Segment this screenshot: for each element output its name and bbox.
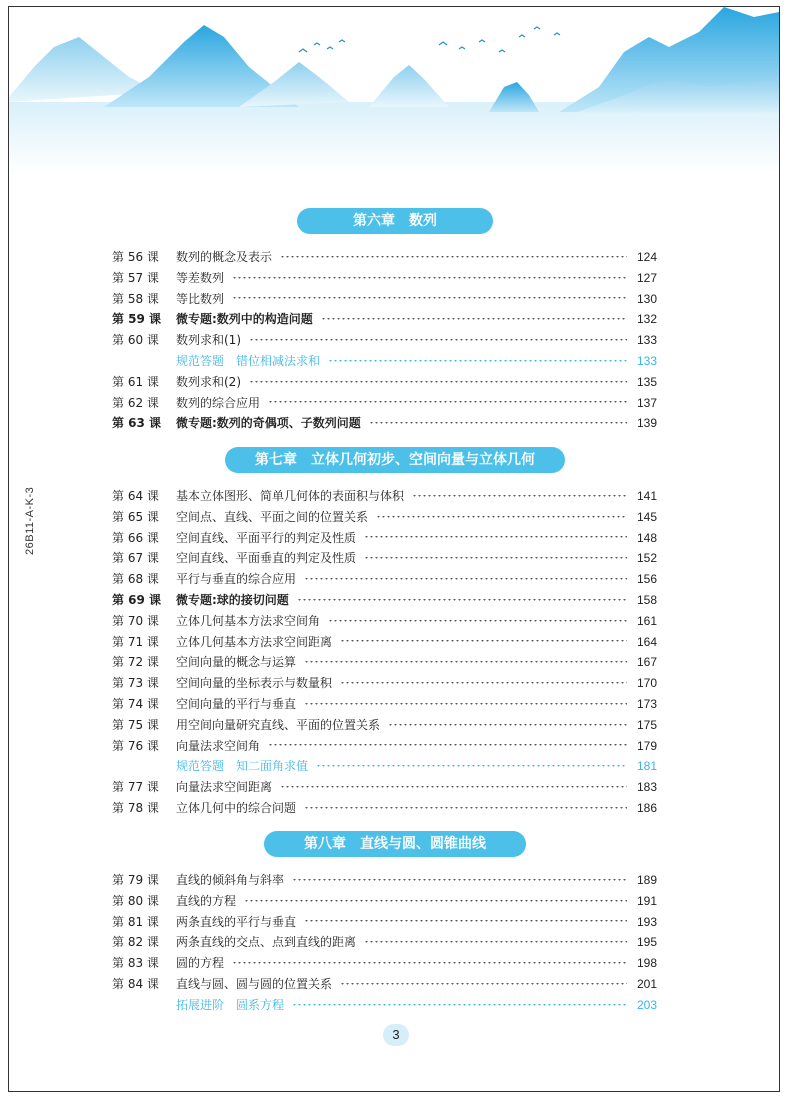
dot-leader — [249, 381, 627, 384]
lesson-title: 两条直线的平行与垂直 — [176, 914, 297, 929]
chapter-6-title: 第六章 数列 — [297, 208, 493, 234]
dot-leader — [304, 920, 627, 923]
toc-entry — [112, 974, 657, 995]
toc-entry — [112, 953, 657, 974]
toc-sub-entry — [112, 756, 657, 777]
toc-entry — [112, 330, 657, 351]
lesson-number: 第 64 课 — [112, 489, 159, 503]
lesson-title: 微专题:数列中的构造问题 — [176, 312, 313, 327]
toc-entry — [112, 309, 657, 330]
dot-leader — [268, 401, 627, 404]
lesson-page-number: 152 — [636, 551, 657, 566]
page-number-badge: 3 — [383, 1024, 409, 1046]
dot-leader — [376, 516, 627, 519]
lesson-number: 第 56 课 — [112, 250, 159, 264]
lesson-page-number: 203 — [636, 997, 657, 1012]
dot-leader — [328, 620, 627, 623]
lesson-number: 第 79 课 — [112, 873, 159, 887]
toc-entry — [112, 736, 657, 757]
toc-entry — [112, 611, 657, 632]
lesson-number: 第 82 课 — [112, 935, 159, 950]
lesson-page-number: 158 — [636, 592, 657, 607]
dot-leader — [388, 724, 627, 727]
chapter-6-toc — [112, 247, 657, 434]
lesson-title: 微专题:数列的奇偶项、子数列问题 — [176, 416, 361, 431]
lesson-number: 第 61 课 — [112, 374, 159, 389]
lesson-page-number: 156 — [636, 572, 657, 587]
lesson-number: 第 66 课 — [112, 530, 159, 545]
lesson-number: 第 57 课 — [112, 270, 159, 285]
lesson-page-number: 161 — [636, 613, 657, 628]
dot-leader — [232, 297, 627, 300]
lesson-page-number: 164 — [636, 634, 657, 649]
lesson-page-number: 181 — [636, 759, 657, 774]
lesson-page-number: 130 — [636, 291, 657, 306]
lesson-page-number: 189 — [636, 873, 657, 887]
dot-leader — [364, 941, 627, 944]
lesson-title: 空间点、直线、平面之间的位置关系 — [176, 509, 369, 524]
toc-entry — [112, 652, 657, 673]
lesson-number: 第 62 课 — [112, 395, 159, 410]
lesson-number: 第 67 课 — [112, 551, 159, 566]
lesson-title: 直线与圆、圆与圆的位置关系 — [176, 976, 333, 991]
lesson-title: 两条直线的交点、点到直线的距离 — [176, 935, 357, 950]
lesson-number: 第 77 课 — [112, 780, 159, 795]
toc-entry — [112, 268, 657, 289]
toc-entry — [112, 413, 657, 434]
dot-leader — [249, 339, 627, 342]
toc-entry — [112, 932, 657, 953]
lesson-page-number: 175 — [636, 717, 657, 732]
dot-leader — [232, 277, 627, 280]
lesson-page-number: 198 — [636, 956, 657, 971]
lesson-title: 空间向量的坐标表示与数量积 — [176, 676, 333, 691]
dot-leader — [316, 765, 627, 768]
lesson-title: 规范答题 错位相减法求和 — [176, 353, 321, 368]
toc-entry — [112, 673, 657, 694]
toc-entry — [112, 715, 657, 736]
lesson-number: 第 81 课 — [112, 914, 159, 929]
lesson-number: 第 69 课 — [112, 592, 162, 607]
dot-leader — [364, 557, 627, 560]
lesson-title: 等比数列 — [176, 291, 225, 306]
lesson-title: 空间向量的概念与运算 — [176, 655, 297, 670]
lesson-page-number: 179 — [636, 738, 657, 753]
dot-leader — [340, 640, 627, 643]
dot-leader — [232, 962, 627, 965]
toc-sub-entry — [112, 351, 657, 372]
lesson-title: 空间直线、平面垂直的判定及性质 — [176, 551, 357, 566]
lesson-page-number: 137 — [636, 395, 657, 410]
dot-leader — [304, 578, 627, 581]
toc-entry — [112, 632, 657, 653]
lesson-page-number: 201 — [636, 976, 657, 991]
lesson-page-number: 127 — [636, 270, 657, 285]
lesson-page-number: 191 — [636, 893, 657, 908]
lesson-number: 第 74 课 — [112, 696, 159, 711]
dot-leader — [340, 983, 627, 986]
toc-entry — [112, 289, 657, 310]
dot-leader — [297, 599, 627, 602]
lesson-page-number: 167 — [636, 655, 657, 670]
toc-entry — [112, 393, 657, 414]
lesson-page-number: 193 — [636, 914, 657, 929]
lesson-number: 第 83 课 — [112, 956, 159, 971]
toc-entry — [112, 891, 657, 912]
lesson-title: 立体几何中的综合问题 — [176, 800, 297, 815]
lesson-title: 基本立体图形、简单几何体的表面积与体积 — [176, 489, 405, 503]
dot-leader — [244, 900, 627, 903]
dot-leader — [304, 661, 627, 664]
dot-leader — [268, 744, 627, 747]
lesson-page-number: 145 — [636, 509, 657, 524]
lesson-page-number: 133 — [636, 353, 657, 368]
lesson-title: 数列的综合应用 — [176, 395, 261, 410]
lesson-page-number: 141 — [636, 489, 657, 503]
dot-leader — [328, 360, 627, 363]
lesson-title: 空间直线、平面平行的判定及性质 — [176, 530, 357, 545]
lesson-title: 数列的概念及表示 — [176, 250, 273, 264]
chapter-7-toc — [112, 486, 657, 819]
toc-entry — [112, 569, 657, 590]
chapter-8-title: 第八章 直线与圆、圆锥曲线 — [264, 831, 526, 857]
lesson-number: 第 84 课 — [112, 976, 159, 991]
toc-entry — [112, 590, 657, 611]
lesson-number: 第 78 课 — [112, 800, 159, 815]
lesson-number: 第 63 课 — [112, 416, 162, 431]
toc-entry — [112, 777, 657, 798]
lesson-number: 第 65 课 — [112, 509, 159, 524]
side-code-label: 26B11-A-K-3 — [24, 486, 36, 555]
toc-entry — [112, 694, 657, 715]
lesson-title: 用空间向量研究直线、平面的位置关系 — [176, 717, 381, 732]
dot-leader — [321, 318, 627, 321]
lesson-page-number: 135 — [636, 374, 657, 389]
lesson-title: 立体几何基本方法求空间距离 — [176, 634, 333, 649]
lesson-title: 数列求和(2) — [176, 374, 241, 389]
toc-entry — [112, 507, 657, 528]
lesson-number: 第 72 课 — [112, 655, 159, 670]
lesson-number: 第 68 课 — [112, 572, 159, 587]
lesson-title: 数列求和(1) — [176, 333, 241, 348]
toc-entry — [112, 486, 657, 507]
lesson-title: 微专题:球的接切问题 — [176, 592, 289, 607]
toc-entry — [112, 548, 657, 569]
lesson-page-number: 133 — [636, 333, 657, 348]
lesson-page-number: 186 — [636, 800, 657, 815]
lesson-title: 平行与垂直的综合应用 — [176, 572, 297, 587]
lesson-number: 第 73 课 — [112, 676, 159, 691]
dot-leader — [292, 1004, 627, 1007]
lesson-number: 第 60 课 — [112, 333, 159, 348]
lesson-page-number: 170 — [636, 676, 657, 691]
landscape-banner-illustration — [9, 7, 779, 172]
dot-leader — [364, 536, 627, 539]
dot-leader — [304, 703, 627, 706]
dot-leader — [369, 422, 627, 425]
lesson-title: 向量法求空间距离 — [176, 780, 273, 795]
lesson-page-number: 173 — [636, 696, 657, 711]
lesson-page-number: 132 — [636, 312, 657, 327]
toc-entry — [112, 870, 657, 891]
lesson-title: 立体几何基本方法求空间角 — [176, 613, 321, 628]
lesson-number: 第 76 课 — [112, 738, 159, 753]
chapter-7-title: 第七章 立体几何初步、空间向量与立体几何 — [225, 447, 565, 473]
lesson-title: 空间向量的平行与垂直 — [176, 696, 297, 711]
toc-entry — [112, 798, 657, 819]
toc-entry — [112, 247, 657, 268]
lesson-title: 直线的方程 — [176, 893, 237, 908]
lesson-title: 规范答题 知二面角求值 — [176, 759, 309, 774]
lesson-title: 向量法求空间角 — [176, 738, 261, 753]
dot-leader — [280, 256, 627, 259]
toc-entry — [112, 528, 657, 549]
lesson-title: 等差数列 — [176, 270, 225, 285]
lesson-number: 第 59 课 — [112, 312, 162, 327]
lesson-page-number: 183 — [636, 780, 657, 795]
lesson-page-number: 124 — [636, 250, 657, 264]
lesson-page-number: 148 — [636, 530, 657, 545]
dot-leader — [292, 879, 627, 882]
dot-leader — [280, 786, 627, 789]
dot-leader — [304, 807, 627, 810]
lesson-title: 拓展进阶 圆系方程 — [176, 997, 285, 1012]
lesson-number: 第 71 课 — [112, 634, 159, 649]
lesson-number: 第 58 课 — [112, 291, 159, 306]
lesson-page-number: 139 — [636, 416, 657, 431]
toc-entry — [112, 372, 657, 393]
dot-leader — [340, 682, 627, 685]
dot-leader — [412, 495, 627, 498]
lesson-number: 第 70 课 — [112, 613, 159, 628]
toc-sub-entry — [112, 995, 657, 1016]
toc-entry — [112, 912, 657, 933]
lesson-title: 圆的方程 — [176, 956, 225, 971]
chapter-8-toc — [112, 870, 657, 1016]
lesson-page-number: 195 — [636, 935, 657, 950]
lesson-number: 第 75 课 — [112, 717, 159, 732]
lesson-number: 第 80 课 — [112, 893, 159, 908]
lesson-title: 直线的倾斜角与斜率 — [176, 873, 285, 887]
